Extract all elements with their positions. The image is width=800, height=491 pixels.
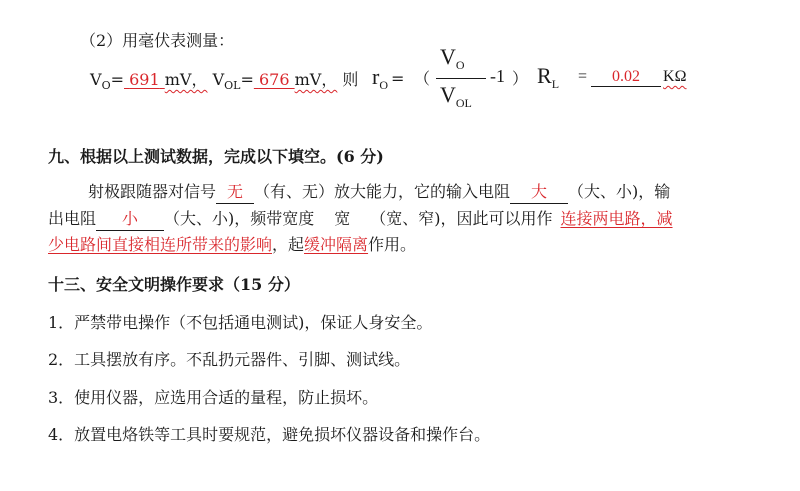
ro-result: = 0.02 KΩ [578,68,687,85]
rule-item-2: 2．工具摆放有序。不乱扔元器件、引脚、测试线。 [48,350,411,369]
left-paren: （ [414,69,431,88]
fill-line-1: 射极跟随器对信号 无 （有、无）放大能力，它的输入电阻 大 （大、小)，输 [88,181,670,204]
vo-label: $V_O$ [90,70,111,92]
then-word: 则 [342,70,359,89]
rule-item-4: 4．放置电烙铁等工具时要规范，避免损坏仪器设备和操作台。 [48,425,491,444]
ro-label: $r_O$ = [372,64,405,92]
answer-output-resistance: 小 [122,209,139,228]
vol-unit: mV， [294,70,338,89]
fraction-bar [436,78,486,79]
answer-function: 缓冲隔离 [304,235,369,254]
vol-equals: = [240,70,254,89]
rule-item-1: 1．严禁带电操作（不包括通电测试)，保证人身安全。 [48,313,433,332]
vo-unit: mV， [164,70,208,89]
answer-usage-part1: 连接两电路，减 [560,209,673,228]
vo-value: 691 [129,70,160,89]
right-paren: ） [512,69,529,88]
answer-bandwidth: 宽 [334,209,351,228]
ro-value: 0.02 [612,68,641,85]
answer-usage-part2: 少电路间直接相连所带来的影响 [48,235,273,254]
vo-equals: = [110,70,124,89]
section-13-heading: 十三、安全文明操作要求（15 分） [48,275,300,294]
fill-line-3: 少电路间直接相连所带来的影响，起缓冲隔离作用。 [48,235,417,254]
vo-reading [90,69,358,93]
rule-item-3: 3．使用仪器，应选用合适的量程，防止损坏。 [48,388,379,407]
vol-label: $V_{OL}$ [212,70,241,92]
measure-item-2: （2）用毫伏表测量： [80,31,235,50]
answer-gain: 无 [227,182,244,201]
fraction-denominator: $V_{OL}$ [440,82,472,110]
ro-unit: KΩ [663,68,687,85]
rl-label: $R_L$ [537,63,560,91]
minus-one: -1 [490,66,505,86]
answer-input-resistance: 大 [531,182,548,201]
fraction-numerator: $V_O$ [440,44,465,72]
vol-value: 676 [258,70,290,89]
fill-line-2: 出电阻 小 （大、小)，频带宽度 宽 （宽、窄)，因此可以用作 连接两电路，减 [48,208,673,231]
section-9-heading: 九、根据以上测试数据，完成以下填空。(6 分) [48,147,384,166]
